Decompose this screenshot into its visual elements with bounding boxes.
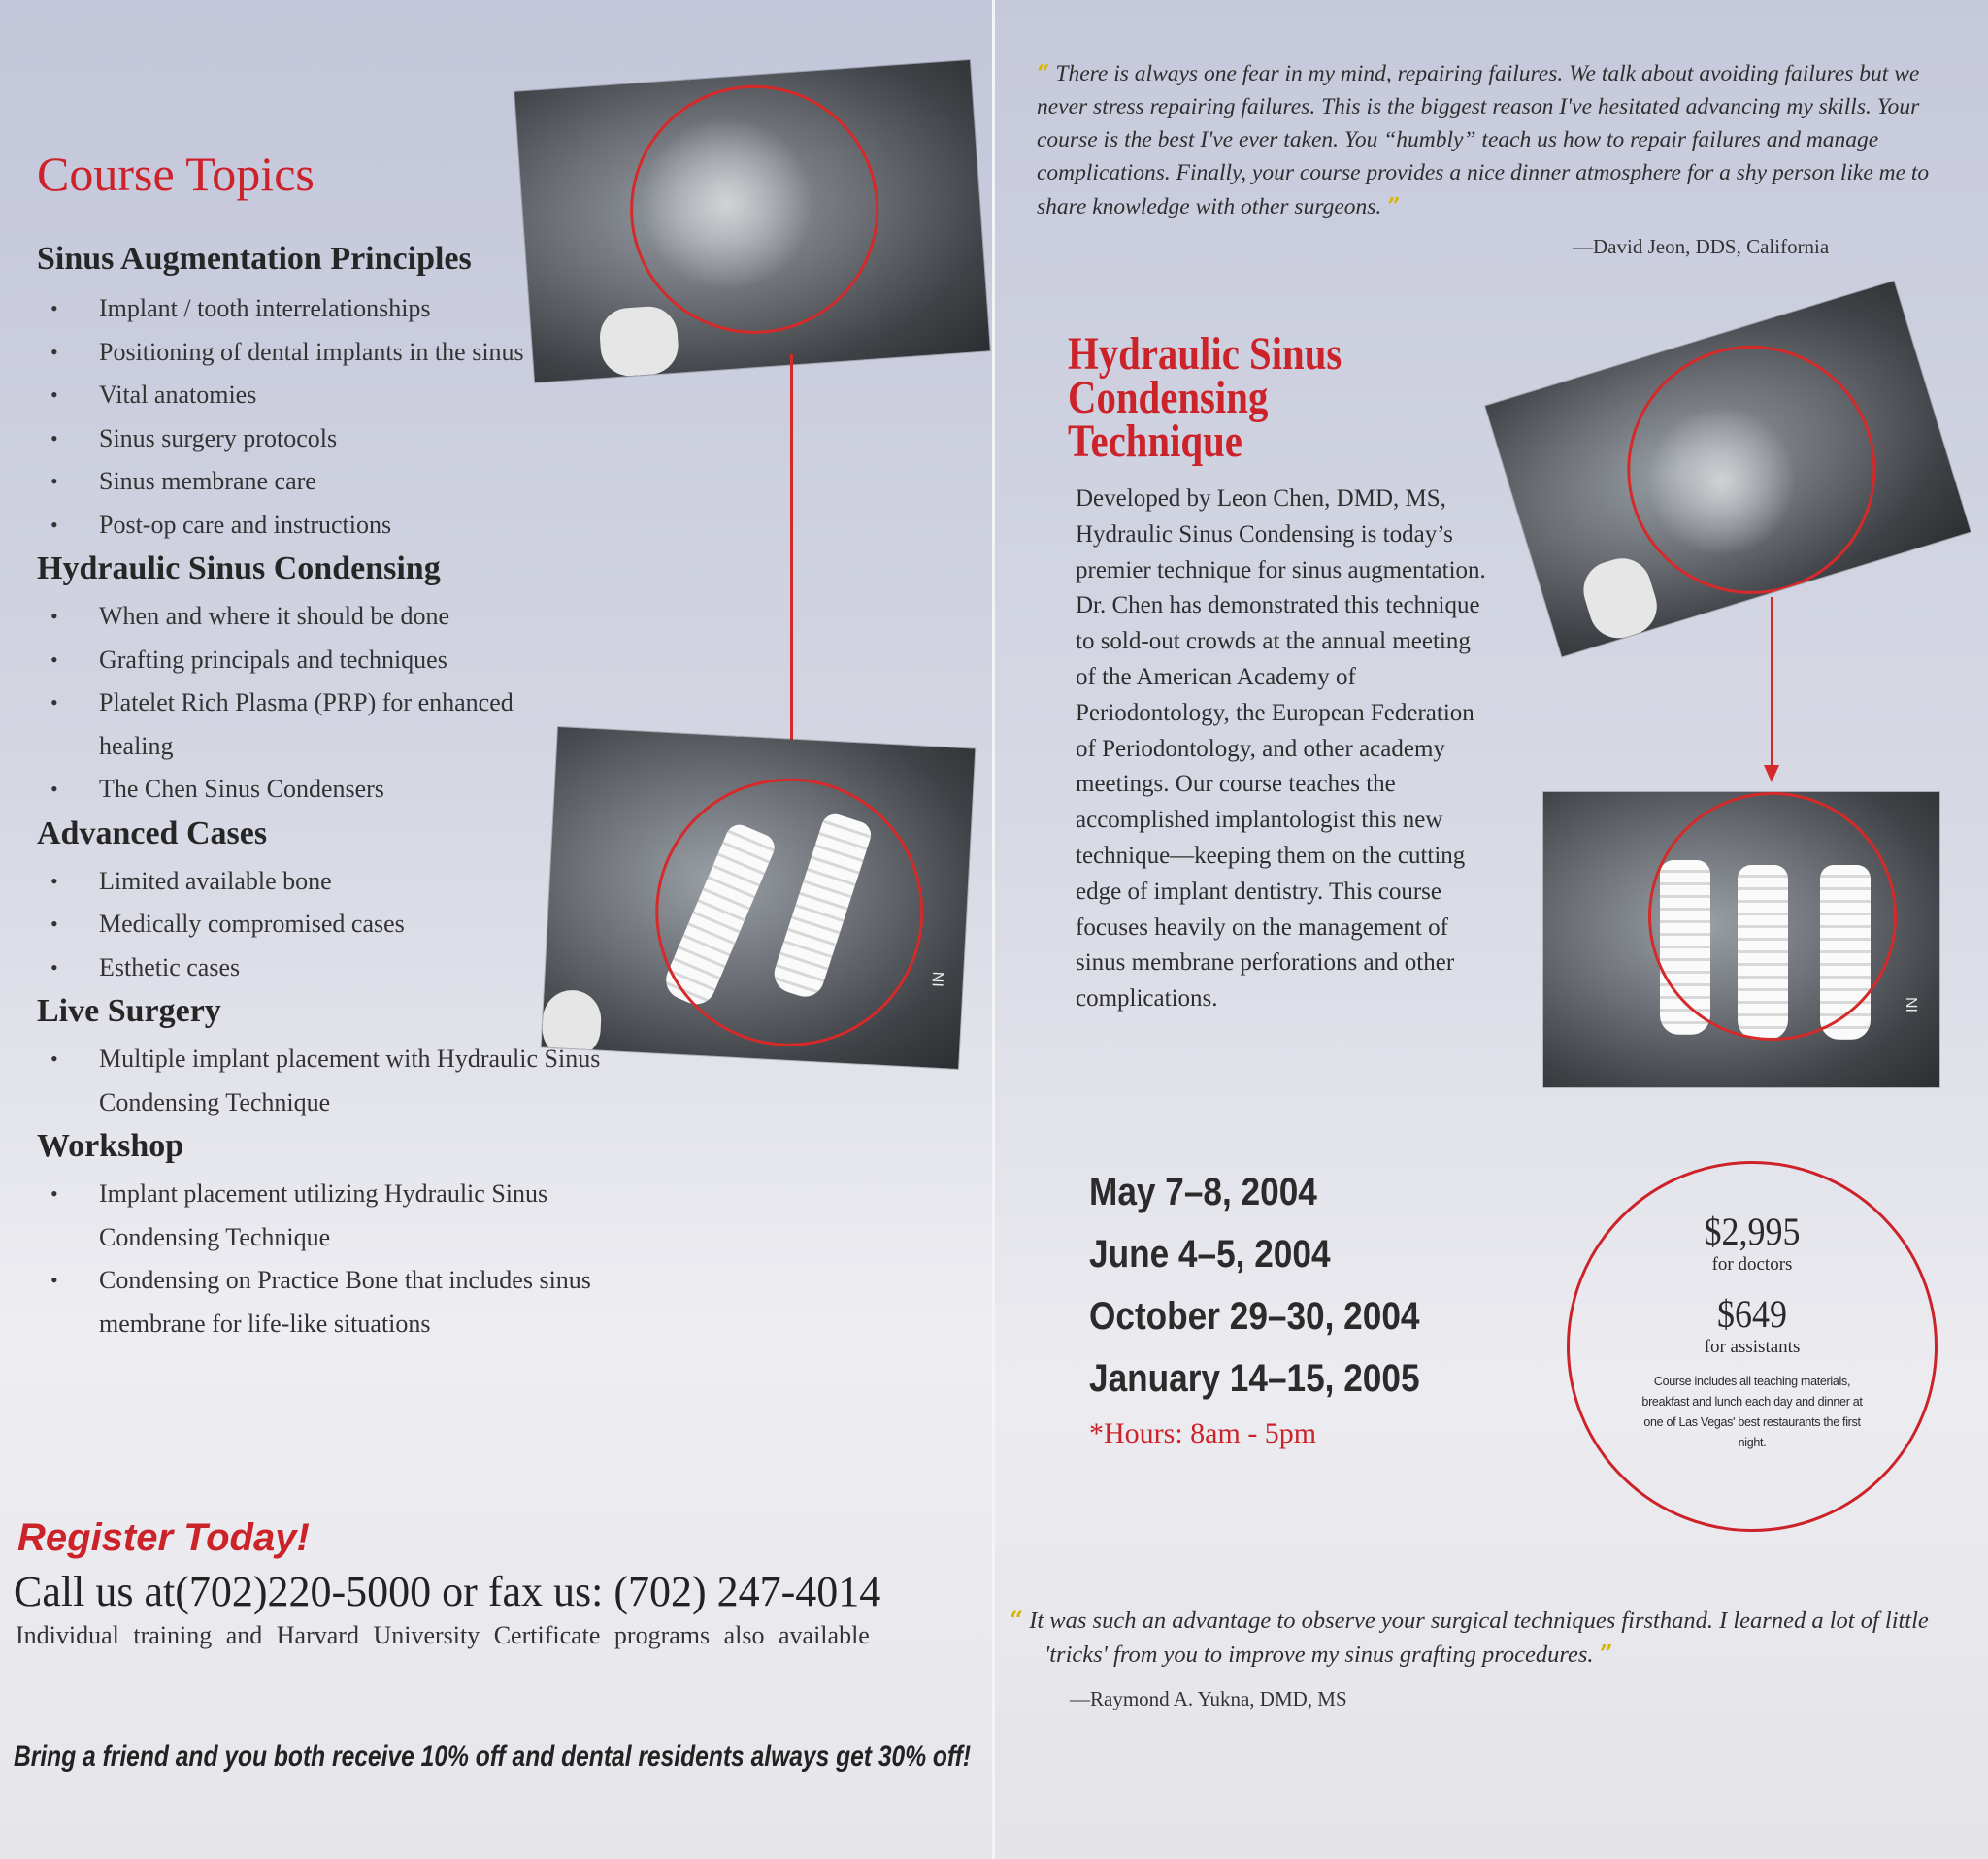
testimonial-author: —David Jeon, DDS, California [1573,235,1830,258]
price-doctors: $2,995 [1704,1210,1801,1253]
bullet-list [37,1038,601,1124]
price-doctors-label: for doctors [1711,1254,1793,1275]
bullet-list [37,1173,591,1345]
xray-marker: NI [1903,997,1919,1012]
list-item: • Implant / tooth interrelationships [37,287,580,331]
highlight-circle [648,772,930,1053]
date-item: June 4–5, 2004 [1089,1233,1331,1276]
list-item: • Multiple implant placement with Hydraulic Sinus Condensing Technique [37,1038,623,1124]
xray-marker: NI [928,971,946,988]
arrow-down-icon [1764,765,1779,782]
list-item: • Sinus membrane care [37,460,580,504]
bullet-list [37,287,580,547]
register-heading: Register Today! [17,1516,310,1559]
xray-image-before [514,60,990,382]
date-item: January 14–15, 2005 [1089,1357,1420,1400]
open-quote-icon: “ [1010,1606,1024,1634]
testimonial-1 [1037,56,1959,223]
section-heading: Workshop [37,1128,184,1164]
technique-description: Developed by Leon Chen, DMD, MS, Hydraulic Sinus Condensing is today’s premier technique for sinus augmentation. Dr. Chen has demonstrated this technique to sold-out crowds at the annual meeting of the American Academy of Periodontology, the European Federation of Periodontology, and other academy meetings. Our course teaches the accomplished implantologist this new technique—keeping them on the cutting edge of implant dentistry. This course focuses heavily on the management of sinus membrane perforations and other complications. [1076,485,1486,1012]
course-topics-title: Course Topics [37,147,315,201]
list-item: • Limited available bone [37,860,580,904]
list-item: • Platelet Rich Plasma (PRP) for enhanced healing [37,681,565,768]
xray-image-after [1543,792,1939,1087]
xray-tooth [598,305,680,378]
list-item: • Positioning of dental implants in the sinus [37,331,580,375]
bullet-list [37,595,580,812]
course-dates [1089,1161,1465,1450]
testimonial-text: There is always one fear in my mind, repairing failures. We talk about avoiding failures but we never stress repairing failures. This is the biggest reason I've hesitated advancing my skills. Your course is the best I've ever taken. You “humbly” teach us how to repair failures and manage complications. Finally, your course provides a nice dinner atmosphere for a shy person like me to share knowledge with other surgeons. [1037,61,1930,219]
programs-line: Individual training and Harvard University Certificate programs also available [16,1621,870,1649]
list-item: • Implant placement utilizing Hydraulic Sinus Condensing Technique [37,1173,643,1259]
list-item: • Condensing on Practice Bone that includes sinus membrane for life-like situations [37,1259,623,1345]
price-assistants: $649 [1717,1292,1787,1336]
testimonial-text: It was such an advantage to observe your surgical techniques firsthand. I learned a lot of little 'tricks' from you to improve my sinus grafting procedures. [1029,1608,1929,1668]
list-item: • Vital anatomies [37,374,580,417]
price-badge [1567,1161,1938,1532]
list-item: • When and where it should be done [37,595,580,639]
open-quote-icon: “ [1037,59,1050,86]
highlight-circle [1648,792,1897,1041]
contact-line: Call us at(702)220-5000 or fax us: (702) 247-4014 [14,1568,881,1615]
section-heading: Hydraulic Sinus Condensing [37,550,441,586]
section-heading: Live Surgery [37,993,221,1029]
price-note: Course includes all teaching materials, breakfast and lunch each day and dinner at one of Las Vegas' best restaurants the first night. [1641,1375,1863,1449]
testimonial-2 [1010,1604,1976,1672]
list-item: • Post-op care and instructions [37,504,580,548]
promo-line: Bring a friend and you both receive 10% off and dental residents always get 30% off! [14,1741,972,1773]
xray-image-after [542,727,976,1069]
section-heading: Sinus Augmentation Principles [37,241,472,277]
list-item: • Medically compromised cases [37,903,580,946]
list-item: • Grafting principals and techniques [37,639,580,682]
price-assistants-label: for assistants [1704,1337,1801,1357]
highlight-circle [622,77,887,342]
section-heading: Advanced Cases [37,814,268,851]
arrow-line [1771,597,1773,767]
testimonial-author: —Raymond A. Yukna, DMD, MS [1070,1687,1347,1710]
close-quote-icon: ” [1599,1640,1613,1668]
technique-title: Hydraulic Sinus Condensing Technique [1068,328,1342,467]
date-item: October 29–30, 2004 [1089,1295,1420,1338]
list-item: • Esthetic cases [37,946,580,990]
close-quote-icon: ” [1387,192,1401,219]
fold-divider [992,0,995,1859]
date-item: May 7–8, 2004 [1089,1171,1317,1213]
hours-note: *Hours: 8am - 5pm [1089,1417,1317,1449]
list-item: • Sinus surgery protocols [37,417,580,461]
list-item: • The Chen Sinus Condensers [37,768,580,812]
arrow-line [790,354,793,752]
bullet-list [37,860,580,990]
topics-column [37,241,601,1345]
